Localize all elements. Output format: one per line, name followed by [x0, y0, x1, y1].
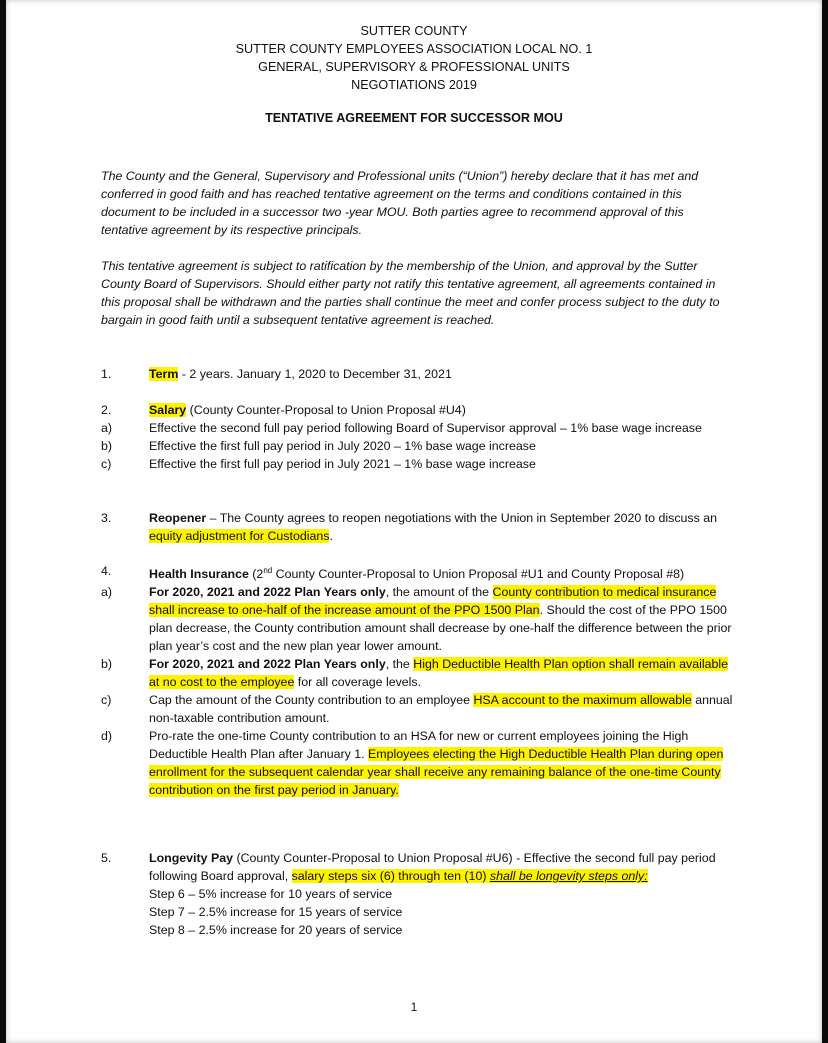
header-association: SUTTER COUNTY EMPLOYEES ASSOCIATION LOCAL NO. 1	[235, 42, 593, 56]
document-title: TENTATIVE AGREEMENT FOR SUCCESSOR MOU	[265, 111, 563, 125]
item-term	[101, 365, 741, 383]
document-page	[6, 0, 822, 1043]
highlight-text: salary steps six (6) through ten (10)	[291, 869, 490, 883]
sub-bold: For 2020, 2021 and 2022 Plan Years only	[149, 585, 386, 600]
sub-letter: c)	[101, 457, 112, 471]
item-title: Term	[149, 367, 179, 381]
highlight-underline-text: shall be longevity steps only:	[489, 869, 648, 883]
sub-text: Effective the first full pay period in July 2020 – 1% base wage increase	[149, 439, 536, 453]
document-header	[6, 22, 822, 94]
intro-paragraph-1: The County and the General, Supervisory and Professional units (“Union”) hereby declare that it has met and conferred in good faith and has reached tentative agreement on the terms and conditions contained in this document to be included in a successor two -year MOU. Both parties agree to recommend approval of this tentative agreement by its respective principals.	[101, 169, 699, 237]
item-salary	[101, 401, 741, 473]
item-number: 4.	[101, 564, 112, 578]
sub-text: , the	[385, 657, 414, 672]
sub-letter: a)	[101, 421, 113, 435]
item-title: Health Insurance	[149, 567, 249, 582]
item-longevity-pay	[101, 849, 741, 939]
sub-text: Effective the second full pay period following Board of Supervisor approval – 1% base wage increase	[149, 421, 702, 435]
highlight-text: HSA account to the maximum allowable	[473, 693, 692, 708]
step-8: Step 8 – 2.5% increase for 20 years of service	[149, 923, 403, 937]
highlight-text: High Deductible Health Plan option shall remain available at no cost to the employee	[149, 657, 729, 690]
item-number: 5.	[101, 851, 112, 865]
item-text: (County Counter-Proposal to Union Proposal #U6) - Effective the second full pay period following Board approval,	[149, 851, 716, 883]
item-reopener	[101, 509, 741, 545]
page-number: 1	[410, 1000, 418, 1014]
sub-bold: For 2020, 2021 and 2022 Plan Years only	[149, 657, 386, 672]
item-text-end: .	[329, 529, 333, 543]
item-number: 3.	[101, 511, 112, 525]
item-title: Salary	[149, 403, 187, 417]
sub-letter: c)	[101, 693, 112, 708]
item-text: – The County agrees to reopen negotiations with the Union in September 2020 to discuss an	[206, 511, 718, 525]
sub-item-d	[101, 727, 741, 799]
item-text: (County Counter-Proposal to Union Proposal #U4)	[186, 403, 466, 417]
item-title: Reopener	[149, 511, 207, 525]
sub-text: , the amount of the	[385, 585, 493, 600]
sub-letter: d)	[101, 729, 113, 744]
item-number: 2.	[101, 403, 112, 417]
item-text: - 2 years. January 1, 2020 to December 31, 2021	[178, 367, 452, 381]
item-title: Longevity Pay	[149, 851, 234, 865]
sub-letter: a)	[101, 585, 113, 600]
highlight-text: County contribution to medical insurance shall increase to one-half of the increase amount of the PPO 1500 Plan	[149, 585, 717, 618]
step-6: Step 6 – 5% increase for 10 years of service	[149, 887, 393, 901]
item-text-post: County Counter-Proposal to Union Proposal #U1 and County Proposal #8)	[272, 567, 685, 582]
sub-item-c	[101, 691, 741, 727]
sub-text: Cap the amount of the County contribution to an employee	[149, 693, 474, 708]
item-number: 1.	[101, 367, 112, 381]
sub-letter: b)	[101, 657, 113, 672]
header-county: SUTTER COUNTY	[360, 24, 468, 38]
sub-item-b	[101, 437, 741, 455]
sub-item-a	[101, 583, 741, 655]
sub-text: Effective the first full pay period in July 2021 – 1% base wage increase	[149, 457, 536, 471]
sub-text-2: for all coverage levels.	[294, 675, 422, 690]
sub-item-a	[101, 419, 741, 437]
step-7: Step 7 – 2.5% increase for 15 years of service	[149, 905, 403, 919]
intro-paragraph-2: This tentative agreement is subject to ratification by the membership of the Union, and approval by the Sutter County Board of Supervisors. Should either party not ratify this tentative agreement, all agreements contained in this proposal shall be withdrawn and the parties shall continue the meet and confer process subject to the duty to bargain in good faith until a subsequent tentative agreement is reached.	[101, 259, 720, 327]
sub-letter: b)	[101, 439, 113, 453]
item-superscript: nd	[263, 566, 273, 575]
sub-item-c	[101, 455, 741, 473]
sub-text-2: annual non-taxable contribution amount.	[149, 693, 733, 726]
item-text: (2	[248, 567, 264, 582]
item-health-insurance	[101, 562, 741, 799]
highlight-text: Employees electing the High Deductible Health Plan during open enrollment for the subsequent calendar year shall receive any remaining balance of the one-time County contribution on the first pay period in January.	[149, 747, 724, 798]
header-units: GENERAL, SUPERVISORY & PROFESSIONAL UNITS	[258, 60, 570, 74]
sub-item-b	[101, 655, 741, 691]
sub-text: Pro-rate the one-time County contribution to an HSA for new or current employees joining the High Deductible Health Plan after January 1.	[149, 729, 689, 762]
highlight-text: equity adjustment for Custodians	[149, 529, 330, 543]
sub-text-2: . Should the cost of the PPO 1500 plan decrease, the County contribution amount shall decrease by one-half the difference between the prior plan year’s cost and the new plan year lower amount.	[149, 603, 732, 654]
header-negotiations: NEGOTIATIONS 2019	[351, 78, 477, 92]
